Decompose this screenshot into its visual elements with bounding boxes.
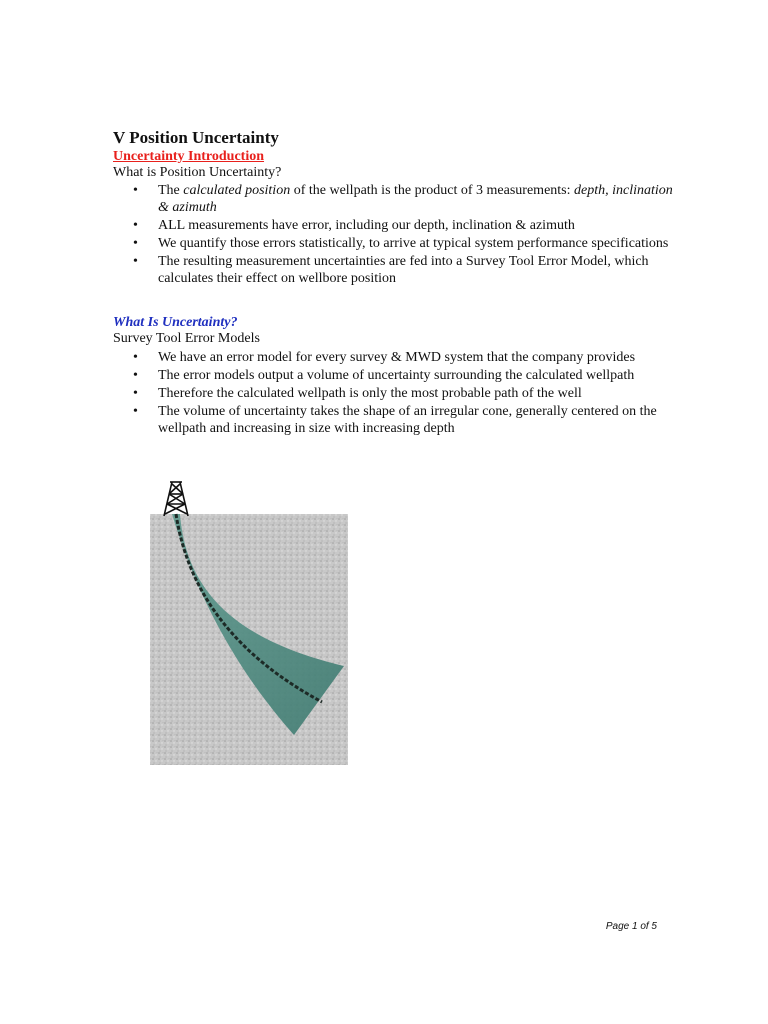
uncertainty-introduction-link[interactable]: Uncertainty Introduction: [113, 149, 265, 164]
list-item: • Therefore the calculated wellpath is only the most probable path of the well: [113, 385, 673, 402]
body-line: Survey Tool Error Models: [113, 331, 260, 346]
list-item: • We have an error model for every survey & MWD system that the company provides: [113, 349, 673, 366]
wellpath-uncertainty-figure: [134, 470, 364, 785]
list-item: • The error models output a volume of uncertainty surrounding the calculated wellpath: [113, 367, 673, 384]
drilling-derrick-icon: [164, 482, 188, 516]
page-number: Page 1 of 5: [605, 921, 657, 932]
list-item: • The resulting measurement uncertainties are fed into a Survey Tool Error Model, which calculates their effect on wellbore position: [113, 253, 673, 287]
list-item: • The calculated position of the wellpath is the product of 3 measurements: depth, inclination & azimuth: [113, 182, 673, 216]
page-title: V Position Uncertainty: [113, 128, 279, 147]
bullet-list-2: [113, 349, 673, 438]
list-item: • ALL measurements have error, including our depth, inclination & azimuth: [113, 217, 673, 234]
bullet-list-1: [113, 182, 673, 288]
subheading: What Is Uncertainty?: [113, 315, 238, 330]
question-text: What is Position Uncertainty?: [113, 165, 282, 180]
list-item: • The volume of uncertainty takes the shape of an irregular cone, generally centered on the wellpath and increasing in size with increasing depth: [113, 403, 673, 437]
list-item: • We quantify those errors statistically, to arrive at typical system performance specifications: [113, 235, 673, 252]
